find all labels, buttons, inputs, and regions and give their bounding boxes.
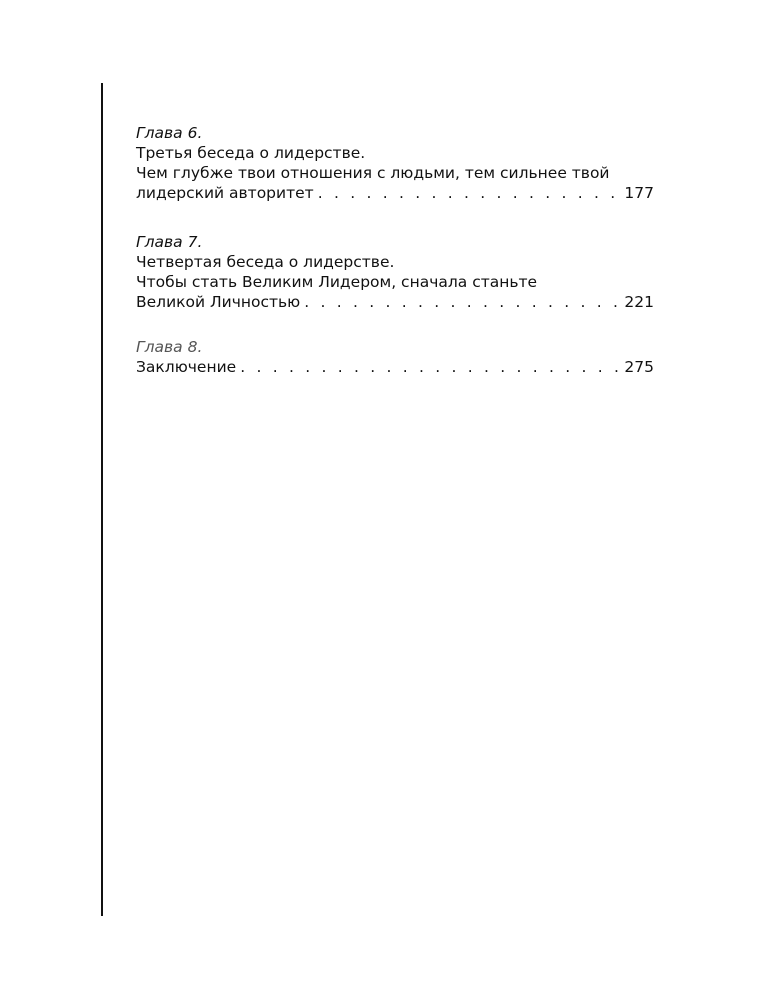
chapter-label: Глава 7. (136, 233, 203, 251)
chapter-title-line: Четвертая беседа о лидерстве. (136, 253, 395, 271)
chapter-title-line: Чтобы стать Великим Лидером, сначала станьте (136, 273, 538, 291)
dot-leader (318, 183, 623, 203)
dot-leader (240, 357, 622, 377)
page-number: 177 (624, 184, 654, 202)
chapter-title-line: Великой Личностью (136, 293, 301, 311)
chapter-title-line: Заключение (136, 358, 237, 376)
chapter-title-line: лидерский авторитет (136, 184, 314, 202)
page-number: 275 (624, 358, 654, 376)
chapter-label: Глава 8. (136, 338, 203, 356)
chapter-title-line: Чем глубже твои отношения с людьми, тем сильнее твой (136, 164, 610, 182)
page-number: 221 (624, 293, 654, 311)
toc-entry-chapter-6 (136, 123, 654, 203)
chapter-title-line: Третья беседа о лидерстве. (136, 144, 366, 162)
margin-rule (101, 83, 103, 916)
toc-entry-chapter-7 (136, 232, 654, 312)
table-of-contents (136, 123, 654, 377)
toc-entry-chapter-8 (136, 337, 654, 377)
chapter-title-leader-line (136, 292, 654, 312)
chapter-label: Глава 6. (136, 124, 203, 142)
dot-leader (304, 292, 622, 312)
chapter-title-leader-line (136, 357, 654, 377)
chapter-title-leader-line (136, 183, 654, 203)
